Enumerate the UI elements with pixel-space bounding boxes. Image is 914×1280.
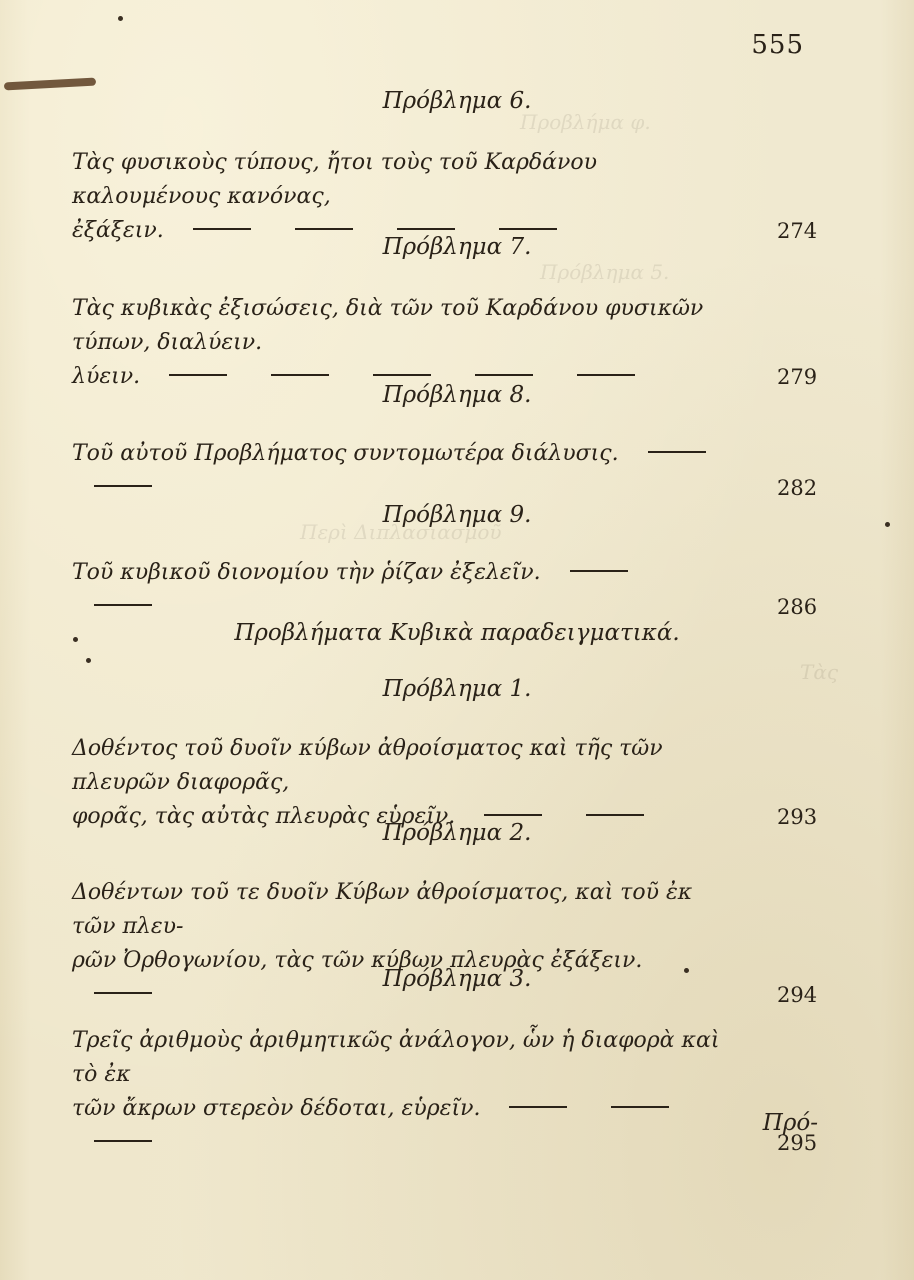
leader-rule bbox=[94, 485, 152, 487]
entry-text-line: Τὰς φυσικοὺς τύπους, ἤτοι τοὺς τοῦ Καρδάνου καλουμένους κανόνας, bbox=[72, 150, 597, 209]
leader-rule bbox=[475, 374, 533, 376]
page-reference: 293 bbox=[777, 805, 818, 829]
bleed-through: Τὰς bbox=[800, 660, 839, 684]
bleed-through: Προβλήμα φ. bbox=[520, 110, 651, 134]
catchword: Πρό- bbox=[762, 1110, 818, 1136]
entry-text-line: ρῶν Ὀρθογωνίου, τὰς τῶν κύβων πλευρὰς ἐξάξειν. bbox=[72, 948, 643, 973]
entry-text-line: Τὰς κυβικὰς ἐξισώσεις, διὰ τῶν τοῦ Καρδάνου φυσικῶν τύπων, διαλύειν. bbox=[72, 296, 704, 355]
section-subtitle: Προβλήματα Κυβικὰ παραδειγματικά. bbox=[234, 620, 680, 646]
problem-heading: Πρόβλημα 1. bbox=[382, 676, 532, 702]
leader-rule bbox=[509, 1106, 567, 1108]
leader-rule bbox=[271, 374, 329, 376]
problem-heading: Πρόβλημα 8. bbox=[382, 382, 532, 408]
entry-text-continuation bbox=[72, 1092, 732, 1160]
entry-text-line: Δοθέντων τοῦ τε δυοῖν Κύβων ἀθροίσματος, καὶ τοῦ ἐκ τῶν πλευ- bbox=[72, 880, 693, 939]
toc-entry bbox=[72, 556, 818, 624]
problem-heading: Πρόβλημα 2. bbox=[382, 820, 532, 846]
page-reference: 295 bbox=[777, 1131, 818, 1155]
speck bbox=[86, 658, 91, 663]
entry-text-line: ἐξάξειν. bbox=[72, 218, 164, 243]
speck bbox=[118, 16, 123, 21]
problem-heading: Πρόβλημα 9. bbox=[382, 502, 532, 528]
leader-rule bbox=[577, 374, 635, 376]
entry-text-line: Δοθέντος τοῦ δυοῖν κύβων ἀθροίσματος καὶ τῆς τῶν πλευρῶν διαφορᾶς, bbox=[72, 736, 663, 795]
leader-rule bbox=[648, 451, 706, 453]
problem-heading: Πρόβλημα 3. bbox=[382, 966, 532, 992]
entry-text-line: λύειν. bbox=[72, 364, 141, 389]
bleed-through: Περὶ Διπλασιασμοῦ bbox=[300, 520, 502, 544]
toc-entry bbox=[72, 146, 818, 248]
page-reference: 282 bbox=[777, 476, 818, 500]
leader-rule bbox=[94, 604, 152, 606]
leader-rule bbox=[94, 1140, 152, 1142]
entry-text-continuation bbox=[72, 556, 732, 624]
leader-rule bbox=[373, 374, 431, 376]
leader-rule bbox=[484, 814, 542, 816]
page-number: 555 bbox=[751, 30, 804, 60]
entry-text-line: τῶν ἄκρων στερεὸν δέδοται, εὑρεῖν. bbox=[72, 1096, 481, 1121]
problem-heading: Πρόβλημα 6. bbox=[382, 88, 532, 114]
leader-rule bbox=[94, 992, 152, 994]
entry-text-line: Τρεῖς ἀριθμοὺς ἀριθμητικῶς ἀνάλογον, ὧν ἡ διαφορὰ καὶ τὸ ἐκ bbox=[72, 1028, 720, 1087]
entry-text-continuation bbox=[72, 437, 732, 505]
leader-rule bbox=[193, 228, 251, 230]
bleed-through: Πρόβλημα 5. bbox=[540, 260, 670, 284]
page-reference: 279 bbox=[777, 365, 818, 389]
leader-rule bbox=[586, 814, 644, 816]
page-reference: 274 bbox=[777, 219, 818, 243]
leader-rule bbox=[499, 228, 557, 230]
leader-rule bbox=[295, 228, 353, 230]
toc-entry bbox=[72, 292, 818, 394]
toc-entry bbox=[72, 732, 818, 834]
entry-text-line: Τοῦ αὐτοῦ Προβλήματος συντομωτέρα διάλυσις. bbox=[72, 441, 619, 466]
leader-rule bbox=[570, 570, 628, 572]
page-reference: 294 bbox=[777, 983, 818, 1007]
leader-rule bbox=[169, 374, 227, 376]
leader-rule bbox=[397, 228, 455, 230]
leader-rule bbox=[611, 1106, 669, 1108]
toc-entry bbox=[72, 437, 818, 505]
entry-text-line: φορᾶς, τὰς αὐτὰς πλευρὰς εὑρεῖν. bbox=[72, 804, 456, 829]
page-reference: 286 bbox=[777, 595, 818, 619]
problem-heading: Πρόβλημα 7. bbox=[382, 234, 532, 260]
entry-text-line: Τοῦ κυβικοῦ διονομίου τὴν ῥίζαν ἐξελεῖν. bbox=[72, 560, 541, 585]
